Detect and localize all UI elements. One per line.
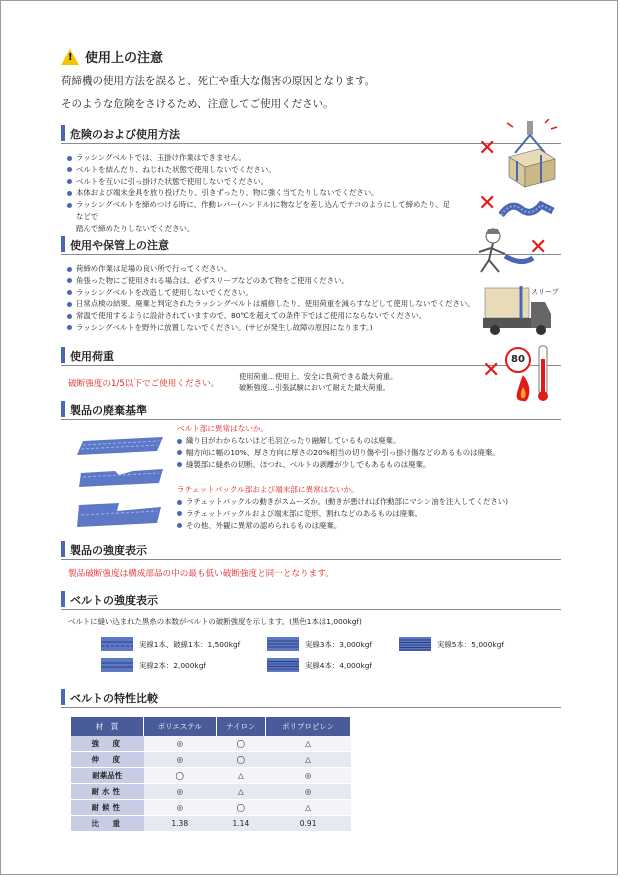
- intro-line-1: 荷締機の使用方法を誤ると、死亡や重大な傷害の原因となります。: [61, 75, 376, 87]
- list-item: 織り目がわからないほど毛羽立ったり融解しているものは廃棄。: [177, 435, 557, 447]
- legend-label: 実線3本：3,000kgf: [305, 640, 372, 649]
- load-definitions: [239, 372, 397, 393]
- disposal-buckle-title: ラチェットバックル部および端末部に異常はないか。: [177, 485, 359, 494]
- table-header-row: [71, 717, 351, 736]
- warning-icon: !: [61, 49, 79, 65]
- prohibited-icon: ✕: [478, 136, 497, 161]
- belt-swatch-2t: [101, 658, 133, 672]
- prohibited-icon: ✕: [482, 358, 501, 383]
- table-cell: ◎: [144, 800, 217, 816]
- section-strength-display-heading: 製品の強度表示: [70, 544, 147, 557]
- disposal-buckle-list: [177, 496, 557, 531]
- table-cell: △: [216, 784, 266, 800]
- table-cell: ◯: [216, 800, 266, 816]
- legend-label: 実線2本：2,000kgf: [139, 661, 206, 670]
- thermometer-icon: [535, 345, 551, 403]
- intro-line-2: そのような危険をさけるため、注意してご使用ください。: [61, 98, 334, 110]
- section-disposal-heading: 製品の廃棄基準: [70, 404, 147, 417]
- column-header: ポリプロピレン: [266, 717, 351, 736]
- table-row: [71, 800, 351, 816]
- list-item: 幅方向に幅の10%、厚さ方向に厚さの20%相当の切り傷や引っ掛け傷などのあるものは廃棄。: [177, 447, 557, 459]
- list-item: ラチェットバックルの動きがスムーズか。(動きが悪ければ作動部にマシン油を注入してください): [177, 496, 557, 508]
- table-cell: ◎: [266, 768, 351, 784]
- twisted-belt-illustration: [499, 193, 555, 223]
- table-cell: △: [266, 752, 351, 768]
- section-storage-heading: 使用や保管上の注意: [70, 239, 169, 252]
- section-belt-strength-heading: ベルトの強度表示: [70, 594, 158, 607]
- row-label: 耐候性: [71, 800, 144, 816]
- belt-swatch-5t: [399, 637, 431, 651]
- table-cell: ◯: [216, 736, 266, 752]
- sleeve-label: スリーブ: [531, 288, 559, 296]
- list-item: ラチェットバックルおよび端末部に変形、割れなどのあるものは廃棄。: [177, 508, 557, 520]
- strength-red-note: 製品破断強度は構成部品の中の最も低い破断強度と同一となります。: [68, 569, 334, 579]
- list-item: 角張った物にご使用される場合は、必ずスリーブなどのあて物をご使用ください。: [67, 275, 477, 287]
- list-item: ベルトを互いに引っ掛けた状態で使用しないでください。: [67, 176, 457, 188]
- disposal-belt-list: [177, 435, 557, 470]
- prohibited-icon: ✕: [529, 235, 548, 260]
- row-label: 耐水性: [71, 784, 144, 800]
- fire-icon: [511, 373, 535, 403]
- table-cell: ◎: [144, 784, 217, 800]
- list-item: その他、外観に異常の認められるものは廃棄。: [177, 520, 557, 532]
- comparison-table: [71, 717, 351, 832]
- prohibited-icon: ✕: [478, 191, 497, 216]
- row-label: 耐薬品性: [71, 768, 144, 784]
- caution-title-text: 使用上の注意: [85, 51, 164, 66]
- table-row: [71, 768, 351, 784]
- caution-title: [61, 47, 163, 66]
- list-item: ラッシングベルトを締めつける時に、作動レバー(ハンドル)に物などを差し込んでテコのようにして締めたり、足などで: [67, 199, 457, 223]
- legend-label: 実線5本：5,000kgf: [437, 640, 504, 649]
- belt-strength-note: ベルトに縫い込まれた黒糸の本数がベルトの破断強度を示します。(黒色1本は1,000kgf): [68, 617, 362, 626]
- table-row: [71, 752, 351, 768]
- belt-swatch-4t: [267, 658, 299, 672]
- table-row: [71, 816, 351, 832]
- legend-label: 実線4本：4,000kgf: [305, 661, 372, 670]
- row-label: 伸 度: [71, 752, 144, 768]
- list-item: ラッシングベルトでは、玉掛け作業はできません。: [67, 152, 457, 164]
- list-item: 日常点検の結果、廃棄と判定されたラッシングベルトは補修したり、使用荷重を減らすなどして使用しないでください。: [67, 298, 477, 310]
- list-item: 常温で使用するように設計されていますので、80℃を超えての条件下ではご使用にならないでください。: [67, 310, 477, 322]
- load-definition: 破断強度…引張試験において耐えた最大荷重。: [239, 382, 390, 392]
- section-strength-display: [61, 541, 561, 557]
- section-comparison-heading: ベルトの特性比較: [70, 692, 158, 705]
- list-item: ベルトを結んだり、ねじれた状態で使用しないでください。: [67, 164, 457, 176]
- section-comparison: [61, 689, 561, 705]
- temperature-sign: 80: [505, 347, 531, 373]
- worn-belt-illustration: [71, 431, 171, 529]
- row-label: 比 重: [71, 816, 144, 832]
- list-item-continued: 踏んで締めたりしないでください。: [76, 223, 195, 233]
- list-item: 荷締め作業は足場の良い所で行ってください。: [67, 263, 477, 275]
- table-cell: △: [266, 800, 351, 816]
- section-disposal: [61, 401, 561, 417]
- legend-label: 実線1本、破線1本：1,500kgf: [139, 640, 241, 649]
- table-cell: ◎: [144, 736, 217, 752]
- table-cell: 1.14: [216, 816, 266, 832]
- table-row: [71, 736, 351, 752]
- list-item: ラッシングベルトを改造して使用しないでください。: [67, 287, 477, 299]
- load-red-note: 破断強度の1/5以下でご使用ください。: [68, 379, 220, 389]
- table-row: [71, 784, 351, 800]
- table-cell: ◎: [144, 752, 217, 768]
- storage-list: [67, 263, 477, 334]
- section-danger-heading: 危険のおよび使用方法: [70, 128, 180, 141]
- table-cell: ◎: [266, 784, 351, 800]
- column-header: ポリエステル: [144, 717, 217, 736]
- column-header: ナイロン: [216, 717, 266, 736]
- row-label: 強 度: [71, 736, 144, 752]
- table-cell: 0.91: [266, 816, 351, 832]
- box-lifting-illustration: [501, 119, 561, 189]
- list-item: 本体および端末金具を放り投げたり、引きずったり、物に強く当てたりしないでください。: [67, 187, 457, 199]
- danger-list: [67, 152, 457, 235]
- column-header: 材 質: [71, 717, 144, 736]
- section-load-heading: 使用荷重: [70, 350, 114, 363]
- belt-swatch-3t: [267, 637, 299, 651]
- table-cell: △: [266, 736, 351, 752]
- list-item: ラッシングベルトを野外に放置しないでください。(サビが発生し故障の原因になります。): [67, 322, 477, 334]
- table-cell: 1.38: [144, 816, 217, 832]
- table-cell: ◯: [216, 752, 266, 768]
- load-definition: 使用荷重…使用上、安全に負荷できる最大荷重。: [239, 372, 398, 381]
- table-cell: ◯: [144, 768, 217, 784]
- table-cell: △: [216, 768, 266, 784]
- list-item: 縫製部に縫糸の切断、ほつれ、ベルトの剥離が少しでもあるものは廃棄。: [177, 459, 557, 471]
- belt-swatch-1-5t: [101, 637, 133, 651]
- section-belt-strength: [61, 591, 561, 607]
- disposal-belt-title: ベルト部に異常はないか。: [177, 424, 269, 433]
